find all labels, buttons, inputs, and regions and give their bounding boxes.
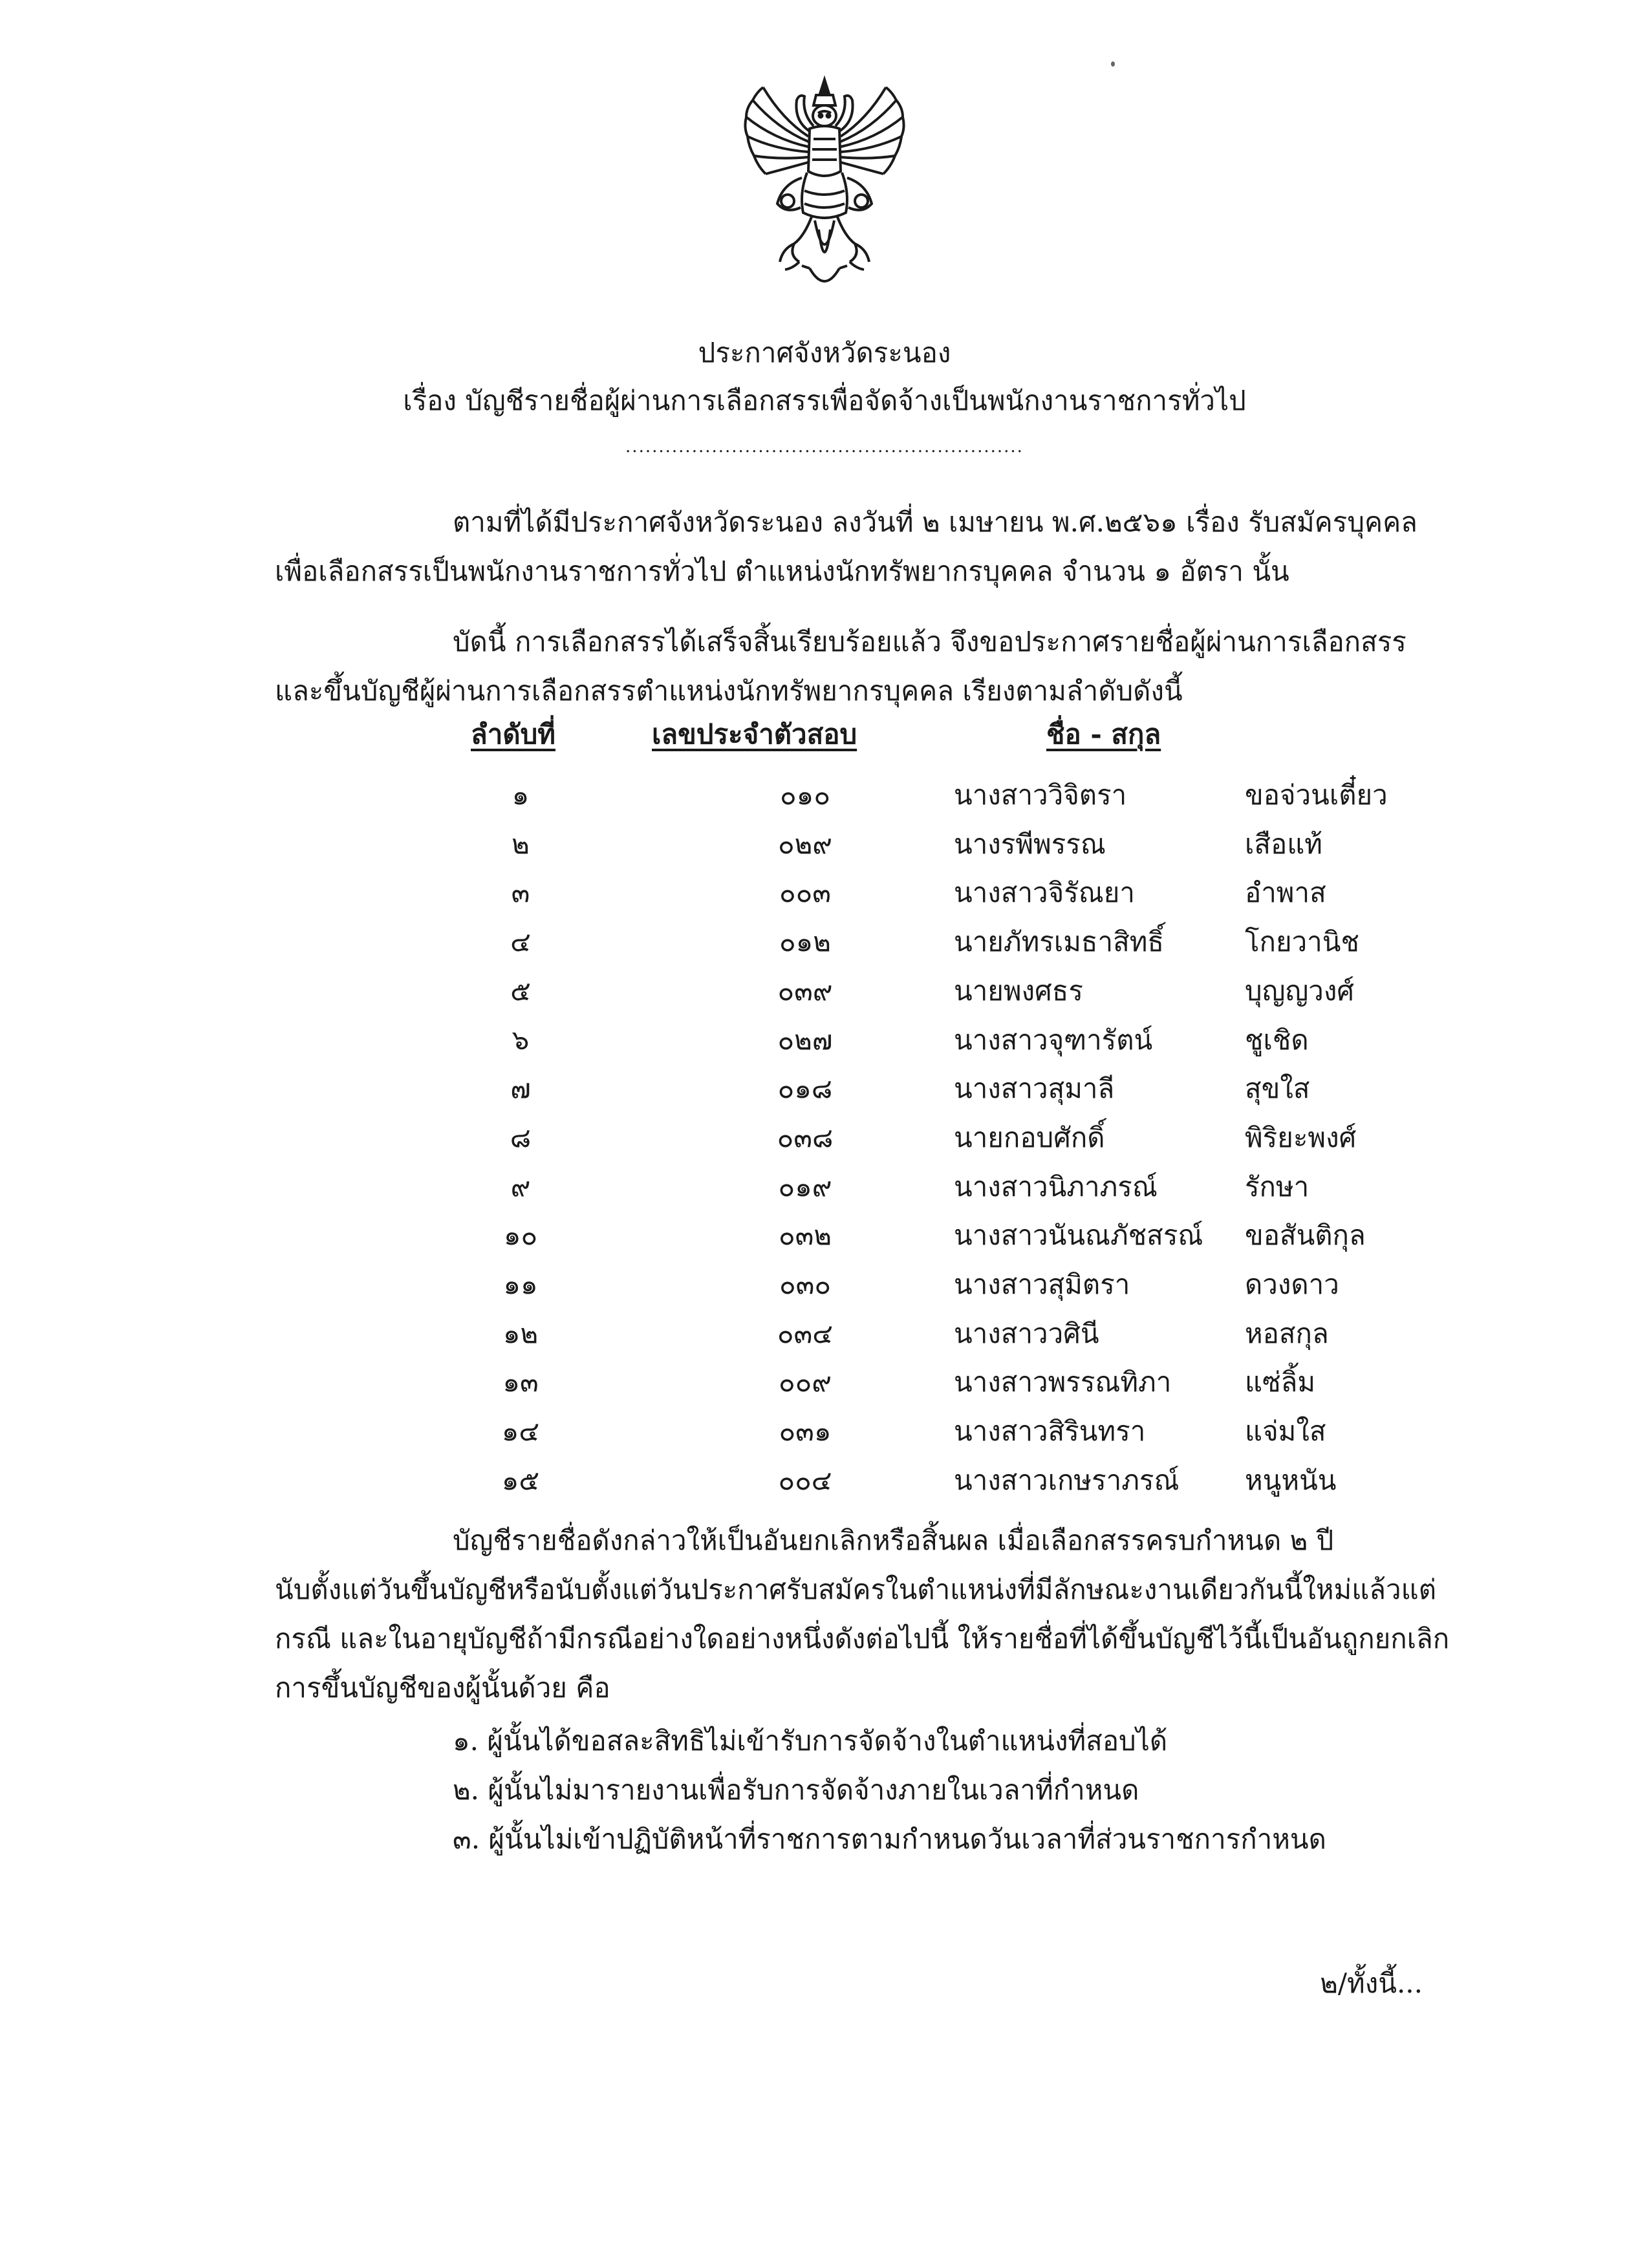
table-row	[0, 923, 1649, 971]
paragraph-3-line-3: กรณี และในอายุบัญชีถ้ามีกรณีอย่างใดอย่างหนึ่งดังต่อไปนี้ ให้รายชื่อที่ได้ขึ้นบัญชีไว้นี้เป็นอันถูกยกเลิก	[275, 1623, 1450, 1654]
cell-last-name: แซ่ลิ้ม	[1245, 1366, 1315, 1398]
condition-item: ๑. ผู้นั้นได้ขอสละสิทธิไม่เข้ารับการจัดจ้างในตำแหน่งที่สอบได้	[453, 1725, 1168, 1757]
table-row	[0, 1118, 1649, 1167]
cell-last-name: สุขใส	[1245, 1073, 1310, 1105]
cell-last-name: โกยวานิช	[1245, 926, 1359, 958]
cell-last-name: หอสกุล	[1245, 1317, 1329, 1349]
paragraph-2-line-2: และขึ้นบัญชีผู้ผ่านการเลือกสรรตำแหน่งนักทรัพยากรบุคคล เรียงตามลำดับดังนี้	[275, 675, 1183, 707]
cell-order: ๙	[510, 1170, 531, 1203]
cell-last-name: ขอจ่วนเตี๋ยว	[1245, 779, 1388, 811]
cell-first-name: นางสาวนิภาภรณ์	[954, 1170, 1158, 1203]
cell-last-name: ชูเชิด	[1245, 1023, 1309, 1056]
cell-order: ๑๕	[501, 1464, 540, 1496]
cell-first-name: นางสาวนันณภัชสรณ์	[954, 1219, 1203, 1252]
cell-first-name: นายกอบศักดิ์	[954, 1121, 1105, 1153]
table-row	[0, 1216, 1649, 1265]
table-row	[0, 1363, 1649, 1411]
cell-last-name: ดวงดาว	[1245, 1268, 1339, 1300]
cell-first-name: นางสาววศินี	[954, 1317, 1099, 1349]
paragraph-2-line-1: บัดนี้ การเลือกสรรได้เสร็จสิ้นเรียบร้อยแล้ว จึงขอประกาศรายชื่อผู้ผ่านการเลือกสรร	[453, 626, 1406, 658]
cell-order: ๑๒	[502, 1317, 539, 1349]
paragraph-3-line-2: นับตั้งแต่วันขึ้นบัญชีหรือนับตั้งแต่วันประกาศรับสมัครในตำแหน่งที่มีลักษณะงานเดียวกันนี้ใหม่แล้วแต่	[275, 1574, 1436, 1605]
cell-exam-id: ๐๐๓	[779, 877, 831, 909]
cell-exam-id: ๐๑๐	[780, 779, 830, 811]
cell-first-name: นางสาววิจิตรา	[954, 779, 1127, 811]
cell-first-name: นางสาวสิรินทรา	[954, 1415, 1146, 1448]
table-row	[0, 873, 1649, 922]
cell-exam-id: ๐๒๙	[777, 828, 833, 860]
page-continue-marker: ๒/ทั้งนี้...	[1320, 1967, 1423, 1999]
table-row	[0, 1069, 1649, 1118]
cell-order: ๑๑	[503, 1268, 538, 1300]
cell-exam-id: ๐๓๑	[779, 1415, 832, 1448]
cell-exam-id: ๐๓๐	[779, 1268, 831, 1300]
announcement-subject: เรื่อง บัญชีรายชื่อผู้ผ่านการเลือกสรรเพื่อจัดจ้างเป็นพนักงานราชการทั่วไป	[403, 385, 1246, 416]
cell-first-name: นางรพีพรรณ	[954, 828, 1106, 860]
cell-first-name: นางสาวจิรัณยา	[954, 877, 1135, 909]
cell-order: ๓	[511, 877, 530, 909]
paragraph-3-line-4: การขึ้นบัญชีของผู้นั้นด้วย คือ	[275, 1672, 610, 1704]
header-order: ลำดับที่	[471, 718, 555, 750]
cell-order: ๗	[510, 1073, 531, 1105]
cell-exam-id: ๐๑๘	[777, 1073, 833, 1105]
announcement-title: ประกาศจังหวัดระนอง	[698, 337, 951, 369]
cell-order: ๕	[510, 974, 531, 1007]
cell-first-name: นายพงศธร	[954, 974, 1083, 1007]
cell-order: ๔	[510, 926, 531, 958]
cell-first-name: นางสาวจุฑารัตน์	[954, 1023, 1153, 1056]
cell-order: ๒	[512, 828, 530, 860]
cell-first-name: นายภัทรเมธาสิทธิ์	[954, 926, 1165, 958]
cell-exam-id: ๐๑๙	[778, 1170, 832, 1203]
cell-last-name: หนูหนัน	[1245, 1464, 1337, 1496]
cell-exam-id: ๐๐๔	[778, 1464, 832, 1496]
table-row	[0, 972, 1649, 1020]
cell-last-name: อำพาส	[1245, 877, 1326, 909]
condition-item: ๒. ผู้นั้นไม่มารายงานเพื่อรับการจัดจ้างภายในเวลาที่กำหนด	[453, 1774, 1139, 1806]
cell-order: ๑	[512, 779, 530, 811]
cell-order: ๑๔	[501, 1415, 540, 1448]
cell-exam-id: ๐๓๘	[777, 1121, 834, 1153]
cell-first-name: นางสาวพรรณทิภา	[954, 1366, 1172, 1398]
table-row	[0, 1314, 1649, 1363]
cell-order: ๘	[510, 1121, 532, 1153]
table-row	[0, 1265, 1649, 1314]
header-exam-id: เลขประจำตัวสอบ	[652, 718, 857, 750]
paragraph-3-line-1: บัญชีรายชื่อดังกล่าวให้เป็นอันยกเลิกหรือสิ้นผล เมื่อเลือกสรรครบกำหนด ๒ ปี	[453, 1524, 1334, 1556]
condition-item: ๓. ผู้นั้นไม่เข้าปฏิบัติหน้าที่ราชการตามกำหนดวันเวลาที่ส่วนราชการกำหนด	[453, 1823, 1326, 1855]
paragraph-1-line-1: ตามที่ได้มีประกาศจังหวัดระนอง ลงวันที่ ๒ เมษายน พ.ศ.๒๕๖๑ เรื่อง รับสมัครบุคคล	[453, 506, 1417, 538]
cell-last-name: พิริยะพงศ์	[1245, 1121, 1357, 1153]
cell-exam-id: ๐๓๒	[778, 1219, 832, 1252]
cell-first-name: นางสาวเกษราภรณ์	[954, 1464, 1180, 1496]
cell-exam-id: ๐๑๒	[779, 926, 831, 958]
title-separator: ............................................................	[625, 437, 1024, 456]
cell-last-name: แจ่มใส	[1245, 1415, 1326, 1448]
cell-order: ๑๐	[503, 1219, 538, 1252]
cell-last-name: บุญญวงศ์	[1245, 974, 1354, 1007]
cell-last-name: เสือแท้	[1245, 828, 1322, 860]
table-row	[0, 1168, 1649, 1216]
cell-order: ๖	[512, 1023, 530, 1056]
cell-last-name: รักษา	[1245, 1170, 1310, 1203]
garuda-emblem-icon	[737, 74, 912, 301]
cell-exam-id: ๐๒๗	[777, 1023, 833, 1056]
table-row	[0, 1412, 1649, 1460]
cell-first-name: นางสาวสุมิตรา	[954, 1268, 1130, 1300]
cell-exam-id: ๐๓๔	[777, 1317, 834, 1349]
table-row	[0, 776, 1649, 824]
paragraph-1-line-2: เพื่อเลือกสรรเป็นพนักงานราชการทั่วไป ตำแหน่งนักทรัพยากรบุคคล จำนวน ๑ อัตรา นั้น	[275, 555, 1289, 587]
cell-order: ๑๓	[502, 1366, 539, 1398]
scan-speck	[1111, 61, 1115, 67]
header-name: ชื่อ - สกุล	[1046, 718, 1161, 750]
cell-last-name: ขอสันติกุล	[1245, 1219, 1366, 1252]
cell-exam-id: ๐๓๙	[777, 974, 833, 1007]
cell-exam-id: ๐๐๙	[778, 1366, 832, 1398]
cell-first-name: นางสาวสุมาลี	[954, 1073, 1115, 1105]
table-row	[0, 825, 1649, 873]
table-row	[0, 1461, 1649, 1510]
table-row	[0, 1021, 1649, 1069]
